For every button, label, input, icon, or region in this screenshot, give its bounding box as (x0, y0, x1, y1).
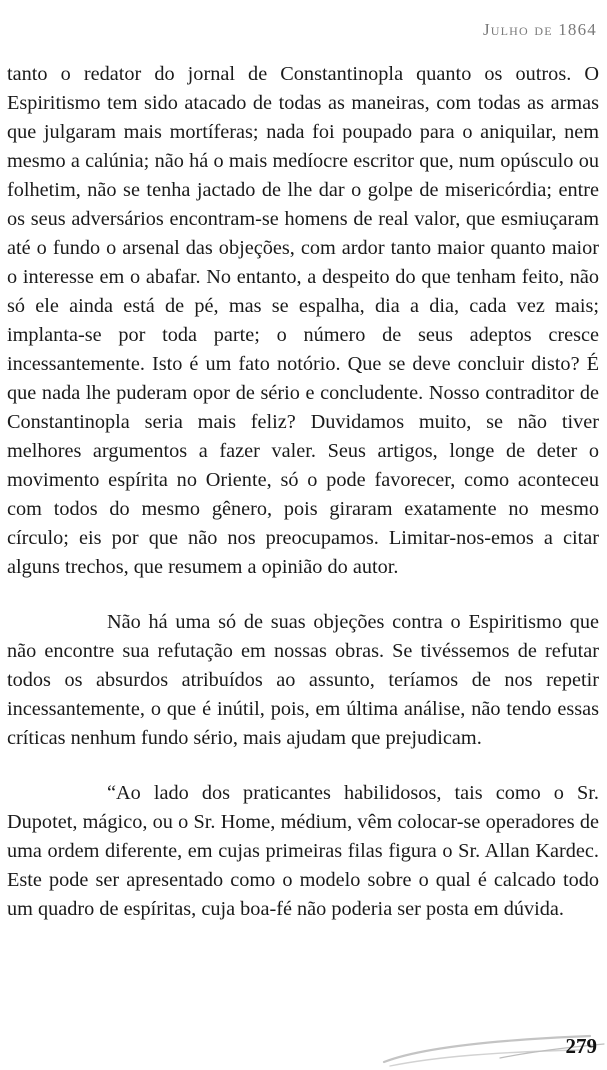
paragraph-3: “Ao lado dos praticantes habilidosos, tais como o Sr. Dupotet, mágico, ou o Sr. Home, médium, vêm colocar-se operadores de uma ordem diferente, em cujas primeiras filas figura o Sr. Allan Kardec. Este pode ser apresentado como o modelo sobre o qual é calcado todo um quadro de espíritas, cuja boa-fé não poderia ser posta em dúvida. (7, 782, 599, 920)
page-number: 279 (565, 1034, 597, 1058)
body-text (7, 60, 599, 924)
running-header: Julho de 1864 (482, 20, 597, 39)
paragraph-2: Não há uma só de suas objeções contra o Espiritismo que não encontre sua refutação em nossas obras. Se tivéssemos de refutar todos os absurdos atribuídos ao assunto, teríamos de nos repetir incessantemente, o que é inútil, pois, em última análise, não tendo essas críticas nenhum fundo sério, mais ajudam que prejudicam. (7, 611, 599, 749)
paragraph-1: tanto o redator do jornal de Constantinopla quanto os outros. O Espiritismo tem sido atacado de todas as maneiras, com todas as armas que julgaram mais mortíferas; nada foi poupado para o aniquilar, nem mesmo a calúnia; não há o mais medíocre escritor que, num opúsculo ou folhetim, não se tenha jactado de lhe dar o golpe de misericórdia; entre os seus adversários encontram-se homens de real valor, que esmiuçaram até o fundo o arsenal das objeções, com ardor tanto maior quanto maior o interesse em o abafar. No entanto, a despeito do que tenham feito, não só ele ainda está de pé, mas se espalha, dia a dia, cada vez mais; implanta-se por toda parte; o número de seus adeptos cresce incessantemente. Isto é um fato notório. Que se deve concluir disto? É que nada lhe puderam opor de sério e concludente. Nosso contraditor de Constantinopla seria mais feliz? Duvidamos muito, se não tiver melhores argumentos a fazer valer. Seus artigos, longe de deter o movimento espírita no Oriente, só o pode favorecer, como aconteceu com todos do mesmo gênero, pois giraram exatamente no mesmo círculo; eis por que não nos preocupamos. Limitar-nos-emos a citar alguns trechos, que resumem a opinião do autor. (7, 63, 599, 578)
page-footer (380, 1018, 607, 1070)
